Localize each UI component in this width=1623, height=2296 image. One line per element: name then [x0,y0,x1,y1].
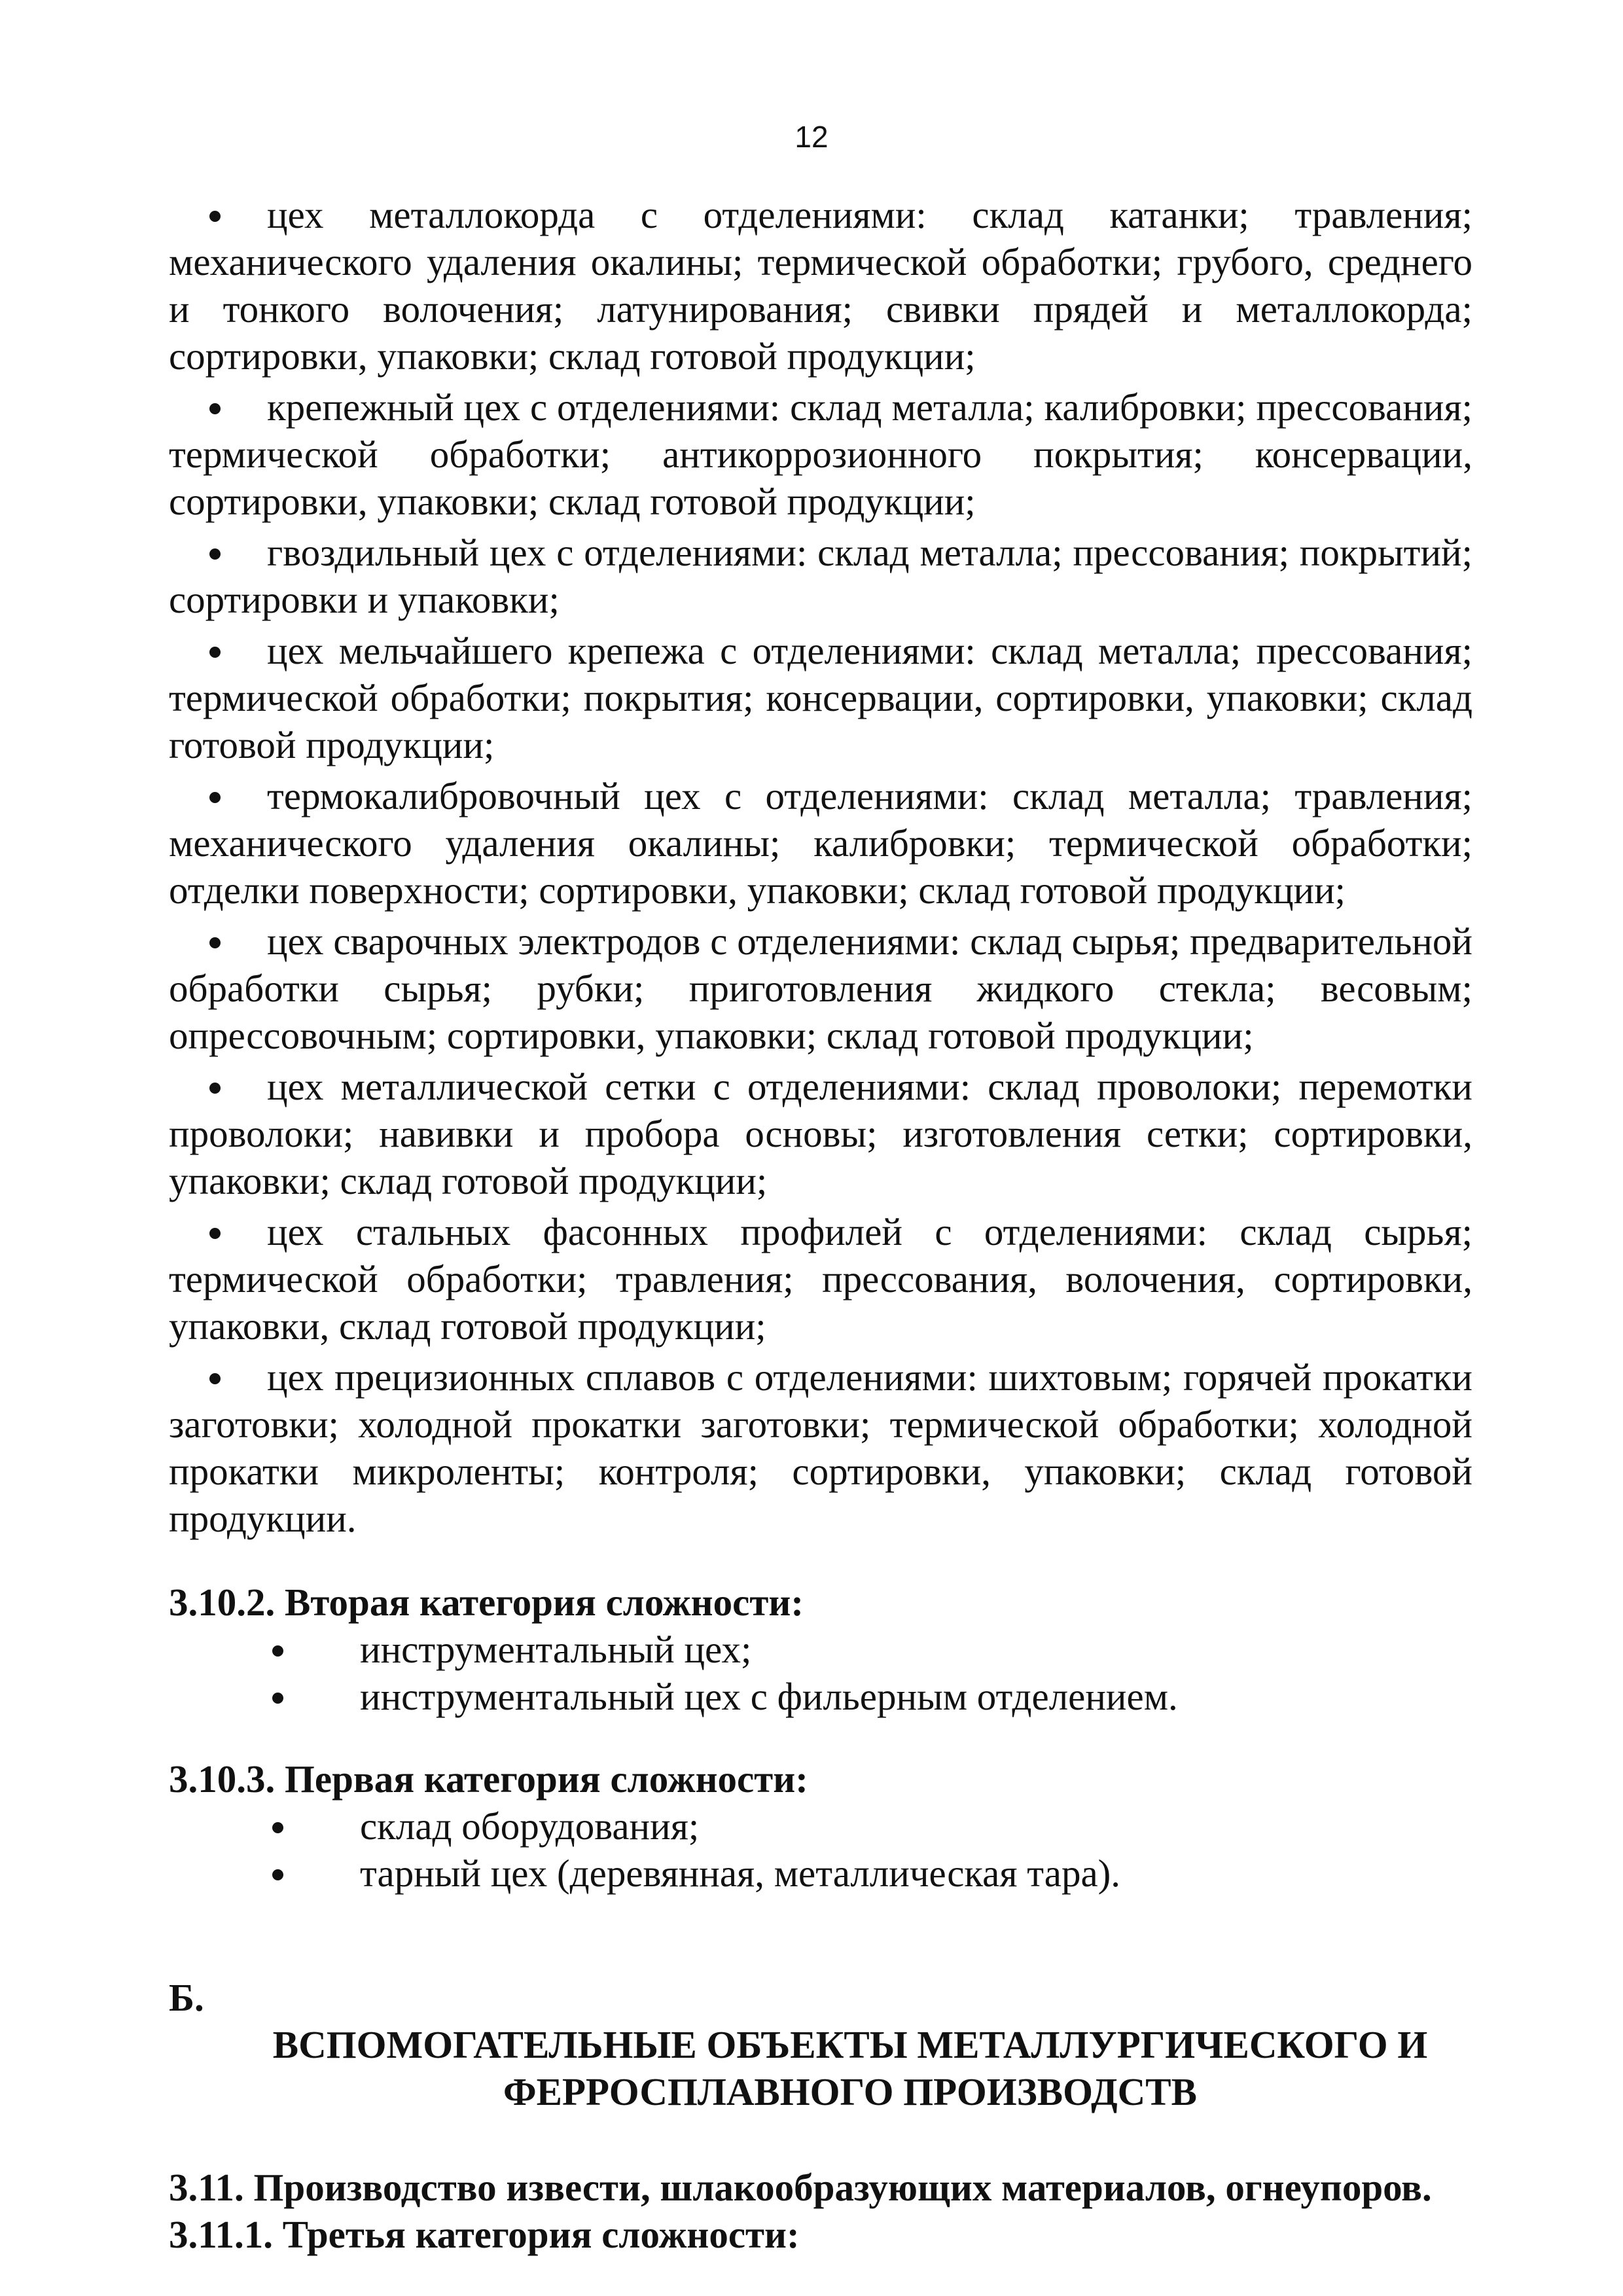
list-item: инструментальный цех с фильерным отделением. [169,1673,1472,1720]
category-1-list [169,1803,1472,1897]
list-item: цех прецизионных сплавов с отделениями: шихтовым; горячей прокатки заготовки; холодной прокатки заготовки; термической обработки; холодной прокатки микроленты; контроля; сортировки, упаковки; склад готовой продукции. [169,1355,1472,1540]
section-heading-3-11-1: 3.11.1. Третья категория сложности: [169,2213,800,2256]
part-title-line2: ФЕРРОСПЛАВНОГО ПРОИЗВОДСТВ [503,2070,1197,2113]
list-item: термокалибровочный цех с отделениями: склад металла; травления; механического удаления окалины; калибровки; термической обработки; отделки поверхности; сортировки, упаковки; склад готовой продукции; [169,774,1472,912]
document-body [169,191,1472,2258]
part-b-heading [169,1974,1472,2115]
list-item: инструментальный цех; [169,1626,1472,1673]
list-item: цех сварочных электродов с отделениями: склад сырья; предварительной обработки сырья; рубки; приготовления жидкого стекла; весовым; опрессовочным; сортировки, упаковки; склад готовой продукции; [169,920,1472,1057]
page-number: 12 [794,120,829,154]
list-item: цех стальных фасонных профилей с отделениями: склад сырья; термической обработки; травления; прессования, волочения, сортировки, упаковки, склад готовой продукции; [169,1210,1472,1348]
list-item: цех мельчайшего крепежа с отделениями: склад металла; прессования; термической обработки; покрытия; консервации, сортировки, упаковки; склад готовой продукции; [169,629,1472,766]
workshop-list [169,191,1472,1542]
section-heading-3-11: 3.11. Производство извести, шлакообразующих материалов, огнеупоров. [169,2166,1432,2209]
part-title-line1: ВСПОМОГАТЕЛЬНЫЕ ОБЪЕКТЫ МЕТАЛЛУРГИЧЕСКОГО И [272,2023,1428,2066]
list-item: гвоздильный цех с отделениями: склад металла; прессования; покрытий; сортировки и упаковки; [169,531,1472,621]
section-heading-3-10-3: 3.10.3. Первая категория сложности: [169,1757,808,1801]
list-item: склад оборудования; [169,1803,1472,1850]
list-item: цех металлокорда с отделениями: склад катанки; травления; механического удаления окалины; термической обработки; грубого, среднего и тонкого волочения; латунирования; свивки прядей и металлокорда; сортировки, упаковки; склад готовой продукции; [169,193,1472,378]
list-item: крепежный цех с отделениями: склад металла; калибровки; прессования; термической обработки; антикоррозионного покрытия; консервации, сортировки, упаковки; склад готовой продукции; [169,386,1472,523]
section-heading-3-10-2: 3.10.2. Вторая категория сложности: [169,1581,804,1624]
list-item: тарный цех (деревянная, металлическая тара). [169,1850,1472,1897]
list-item: цех металлической сетки с отделениями: склад проволоки; перемотки проволоки; навивки и пробора основы; изготовления сетки; сортировки, упаковки; склад готовой продукции; [169,1065,1472,1202]
category-2-list [169,1626,1472,1720]
part-letter: Б. [169,1976,204,2019]
